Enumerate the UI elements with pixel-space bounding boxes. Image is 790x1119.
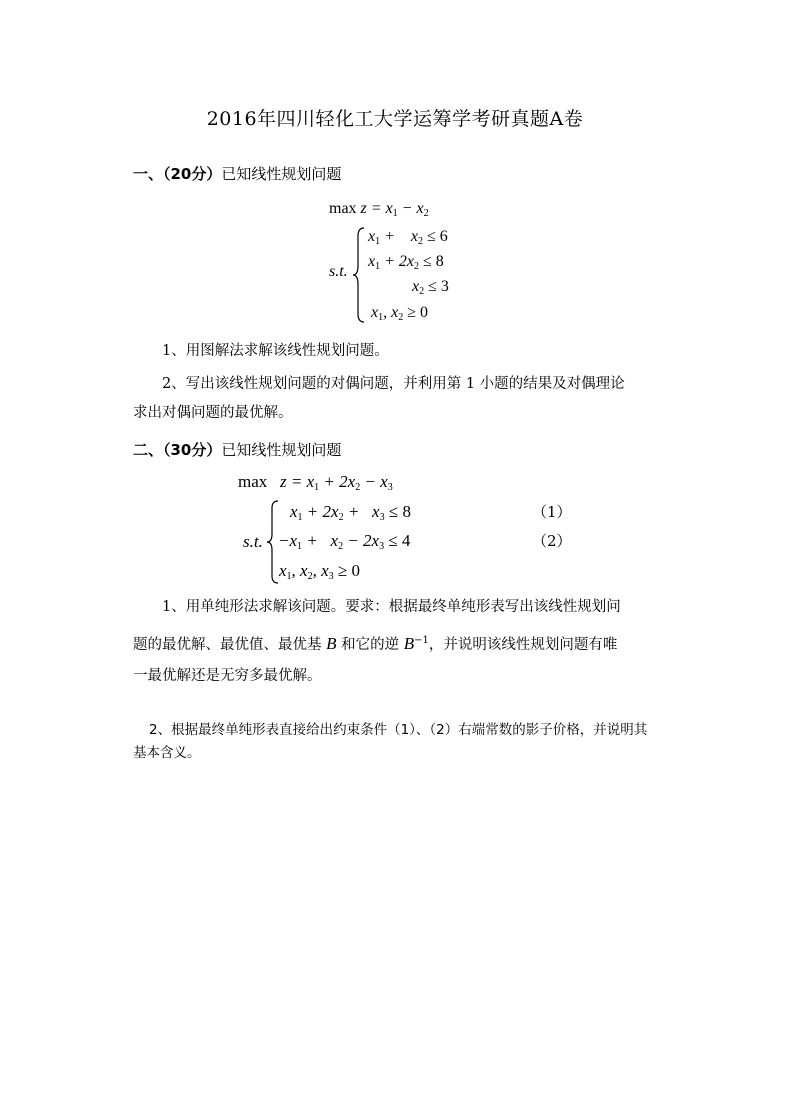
q2-sub1-line3: 一最优解还是无穷多最优解。 [133, 668, 322, 684]
q1-brace [352, 226, 366, 324]
q2-label: 二、（30分） [133, 441, 222, 459]
q1-label: 一、（20分） [133, 165, 222, 183]
q1-intro: 已知线性规划问题 [221, 165, 342, 183]
q2-sub2-line1: 2、根据最终单纯形表直接给出约束条件（1）、（2）右端常数的影子价格，并说明其 [149, 722, 648, 738]
q2-st-label: s.t. [243, 532, 263, 551]
q2-sub2-line2: 基本含义。 [133, 745, 201, 761]
q2-heading [133, 439, 341, 460]
q2-constraint-2-tag: （2） [532, 532, 572, 550]
q2-objective: max $z = x_1 + 2x_2 - x_3$ [238, 472, 393, 493]
q1-heading [133, 163, 341, 184]
q1-constraint-4: $x_1$, $x_2 \ge 0$ [371, 304, 428, 323]
q1-constraint-2: $x_1 + 2x_2 \le 8$ [368, 253, 444, 272]
q2-sub1-line1: 1、用单纯形法求解该问题。要求：根据最终单纯形表写出该线性规划问 [162, 599, 621, 615]
q1-objective: $\max z = x_1 - x_2$ [329, 200, 429, 219]
q1-constraint-3: $x_2 \le 3$ [412, 278, 449, 297]
q1-sub2-line1: 2、写出该线性规划问题的对偶问题，并利用第 1 小题的结果及对偶理论 [162, 376, 625, 392]
q1-sub2-line2: 求出对偶问题的最优解。 [133, 405, 293, 421]
q2-constraint-1-tag: （1） [532, 503, 572, 521]
q1-st-label: s.t. [329, 263, 348, 280]
q2-constraint-1: $x_1 + 2x_2 + x_3 \le 8$ [290, 502, 411, 523]
document-title: 2016年四川轻化工大学运筹学考研真题A卷 [206, 108, 584, 130]
q1-sub1: 1、用图解法求解该线性规划问题。 [162, 343, 389, 359]
q1-constraint-1: $x_1$ + $x_2 \le 6$ [368, 228, 448, 247]
q2-constraint-3: $x_1$, $x_2$, $x_3 \ge 0$ [279, 561, 360, 582]
q2-constraint-2: $-x_1 + x_2 - 2x_3 \le 4$ [278, 531, 411, 552]
q2-intro: 已知线性规划问题 [221, 441, 342, 459]
q2-sub1-line2: 题的最优解、最优值、最优基 B 和它的逆 $B^{-1}$，并说明该线性规划问题有唯 [133, 634, 618, 653]
